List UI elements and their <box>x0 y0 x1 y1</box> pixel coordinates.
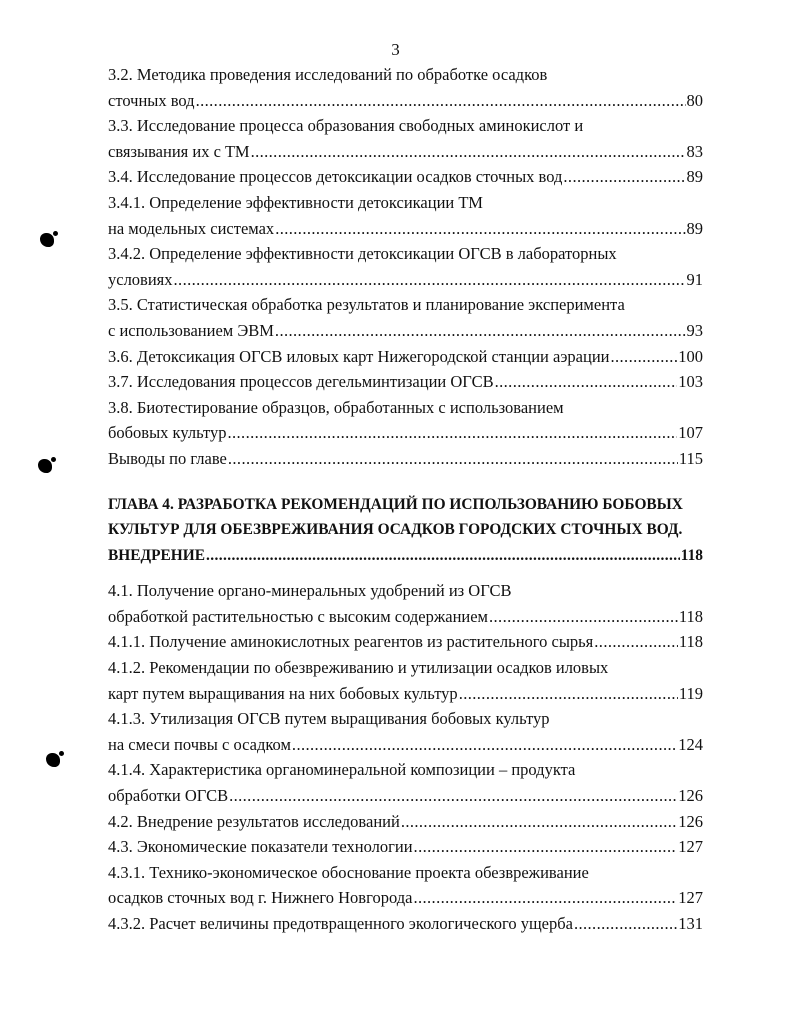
toc-leader-line <box>108 834 703 860</box>
toc-leader-line <box>108 216 703 242</box>
dot-leader <box>610 344 677 370</box>
page-ref: 89 <box>686 167 703 187</box>
page-ref: 118 <box>678 632 703 652</box>
toc-entry <box>108 241 703 292</box>
toc-entry-title: с использованием ЭВМ <box>108 320 274 340</box>
toc-entry <box>108 369 703 395</box>
toc-entry-line: 4.1. Получение органо-минеральных удобрений из ОГСВ <box>108 581 512 601</box>
dot-leader <box>594 629 678 655</box>
toc-entry-title: 3.6. Детоксикация ОГСВ иловых карт Нижегородской станции аэрации <box>108 346 610 366</box>
toc-entry-line: 3.8. Биотестирование образцов, обработанных с использованием <box>108 397 564 417</box>
toc-entry-line: 4.1.2. Рекомендации по обезвреживанию и утилизации осадков иловых <box>108 658 609 678</box>
page-ref: 124 <box>678 734 703 754</box>
toc-entry <box>108 578 703 629</box>
toc-entry-line: 4.1.3. Утилизация ОГСВ путем выращивания бобовых культур <box>108 709 550 729</box>
toc-entry <box>108 629 703 655</box>
toc-leader-line <box>108 629 703 655</box>
toc-leader-line <box>108 318 703 344</box>
toc-leader-line <box>108 885 703 911</box>
dot-leader <box>292 732 677 758</box>
scan-smudge-mark <box>46 753 60 767</box>
page-ref: 118 <box>680 546 703 564</box>
toc-entry <box>108 190 703 241</box>
toc-entry <box>108 757 703 808</box>
toc-leader-line <box>108 732 703 758</box>
toc-leader-line <box>108 267 703 293</box>
toc-leader-line <box>108 604 703 630</box>
toc-entry <box>108 860 703 911</box>
toc-entry-title: обработкой растительностью с высоким содержанием <box>108 606 488 626</box>
toc-entry <box>108 655 703 706</box>
toc-leader-line <box>108 344 703 370</box>
toc-entry-title: связывания их с ТМ <box>108 141 250 161</box>
toc-entry-line: 3.4.2. Определение эффективности детоксикации ОГСВ в лабораторных <box>108 244 617 264</box>
page-ref: 118 <box>678 606 703 626</box>
toc-entry <box>108 113 703 164</box>
page-ref: 91 <box>686 269 703 289</box>
toc-entry <box>108 911 703 937</box>
toc-leader-line <box>108 164 703 190</box>
chapter-title-line: ГЛАВА 4. РАЗРАБОТКА РЕКОМЕНДАЦИЙ ПО ИСПОЛЬЗОВАНИЮ БОБОВЫХ <box>108 495 683 513</box>
page-ref: 83 <box>686 141 703 161</box>
toc-entry-title: бобовых культур <box>108 423 227 443</box>
toc-entry <box>108 62 703 113</box>
scan-smudge-mark <box>40 233 54 247</box>
page-ref: 107 <box>678 423 703 443</box>
toc-entry-line: 3.2. Методика проведения исследований по обработке осадков <box>108 65 548 84</box>
dot-leader <box>228 446 678 472</box>
toc-leader-line <box>108 88 703 114</box>
chapter-title-leader-line <box>108 543 703 569</box>
page-ref: 126 <box>678 786 703 806</box>
toc-chapter-4-heading <box>108 492 703 569</box>
toc-leader-line <box>108 369 703 395</box>
dot-leader <box>459 681 678 707</box>
toc-entry-title: обработки ОГСВ <box>108 786 229 806</box>
dot-leader <box>414 834 678 860</box>
toc-entry <box>108 292 703 343</box>
toc-entry-line: 4.3.1. Технико-экономическое обоснование проекта обезвреживание <box>108 862 589 882</box>
toc-leader-line <box>108 420 703 446</box>
toc-entry-line: 4.1.4. Характеристика органоминеральной композиции – продукта <box>108 760 576 780</box>
dot-leader <box>275 318 686 344</box>
toc-entry-title: на смеси почвы с осадком <box>108 734 291 754</box>
page-ref: 131 <box>678 914 703 933</box>
toc-entry <box>108 164 703 190</box>
page-ref: 100 <box>678 346 703 366</box>
toc-leader-line <box>108 911 703 937</box>
toc-entry <box>108 344 703 370</box>
dot-leader <box>574 911 677 937</box>
page-number: 3 <box>391 40 400 59</box>
toc-entry-title: осадков сточных вод г. Нижнего Новгорода <box>108 888 413 908</box>
toc-entry-title: 3.4. Исследование процессов детоксикации осадков сточных вод <box>108 167 563 187</box>
table-of-contents <box>108 62 703 937</box>
chapter-title-last-line: ВНЕДРЕНИЕ <box>108 546 205 564</box>
toc-entry <box>108 446 703 472</box>
dot-leader <box>206 543 680 569</box>
page-ref: 127 <box>678 888 703 908</box>
toc-entry-title: 4.3. Экономические показатели технологии <box>108 837 413 857</box>
chapter-title-line: КУЛЬТУР ДЛЯ ОБЕЗВРЕЖИВАНИЯ ОСАДКОВ ГОРОДСКИХ СТОЧНЫХ ВОД. <box>108 521 683 539</box>
toc-leader-line <box>108 809 703 835</box>
dot-leader <box>229 783 677 809</box>
toc-entry-title: Выводы по главе <box>108 448 227 468</box>
dot-leader <box>401 809 677 835</box>
toc-entry-title: 4.3.2. Расчет величины предотвращенного экологического ущерба <box>108 914 573 933</box>
toc-entry-title: карт путем выращивания на них бобовых культур <box>108 683 458 703</box>
toc-entry-line: 3.4.1. Определение эффективности детоксикации ТМ <box>108 192 483 212</box>
toc-section-chapter3 <box>108 62 703 472</box>
toc-entry-line: 3.5. Статистическая обработка результатов и планирование эксперимента <box>108 295 625 315</box>
toc-entry-title: условиях <box>108 269 173 289</box>
page-ref: 127 <box>678 837 703 857</box>
page-ref: 126 <box>678 811 703 831</box>
toc-leader-line <box>108 446 703 472</box>
page-ref: 80 <box>686 90 703 110</box>
dot-leader <box>563 164 685 190</box>
dot-leader <box>227 420 677 446</box>
dot-leader <box>413 885 677 911</box>
toc-entry <box>108 809 703 835</box>
dot-leader <box>489 604 678 630</box>
toc-entry-title: 3.7. Исследования процессов дегельминтизации ОГСВ <box>108 372 494 392</box>
dot-leader <box>495 369 678 395</box>
toc-entry <box>108 834 703 860</box>
toc-leader-line <box>108 139 703 165</box>
page-ref: 115 <box>678 448 703 468</box>
toc-section-chapter4 <box>108 578 703 936</box>
toc-entry-title: сточных вод <box>108 90 195 110</box>
dot-leader <box>251 139 686 165</box>
dot-leader <box>174 267 686 293</box>
dot-leader <box>196 88 686 114</box>
dot-leader <box>275 216 685 242</box>
toc-leader-line <box>108 681 703 707</box>
page-ref: 89 <box>686 218 703 238</box>
toc-entry-title: на модельных системах <box>108 218 275 238</box>
scan-smudge-mark <box>38 459 52 473</box>
toc-entry <box>108 706 703 757</box>
toc-entry-line: 3.3. Исследование процесса образования свободных аминокислот и <box>108 116 584 136</box>
page-ref: 103 <box>678 372 703 392</box>
toc-entry-title: 4.1.1. Получение аминокислотных реагентов из растительного сырья <box>108 632 594 652</box>
toc-entry <box>108 395 703 446</box>
toc-leader-line <box>108 783 703 809</box>
page-ref: 119 <box>678 683 703 703</box>
page-ref: 93 <box>686 320 703 340</box>
toc-entry-title: 4.2. Внедрение результатов исследований <box>108 811 400 831</box>
